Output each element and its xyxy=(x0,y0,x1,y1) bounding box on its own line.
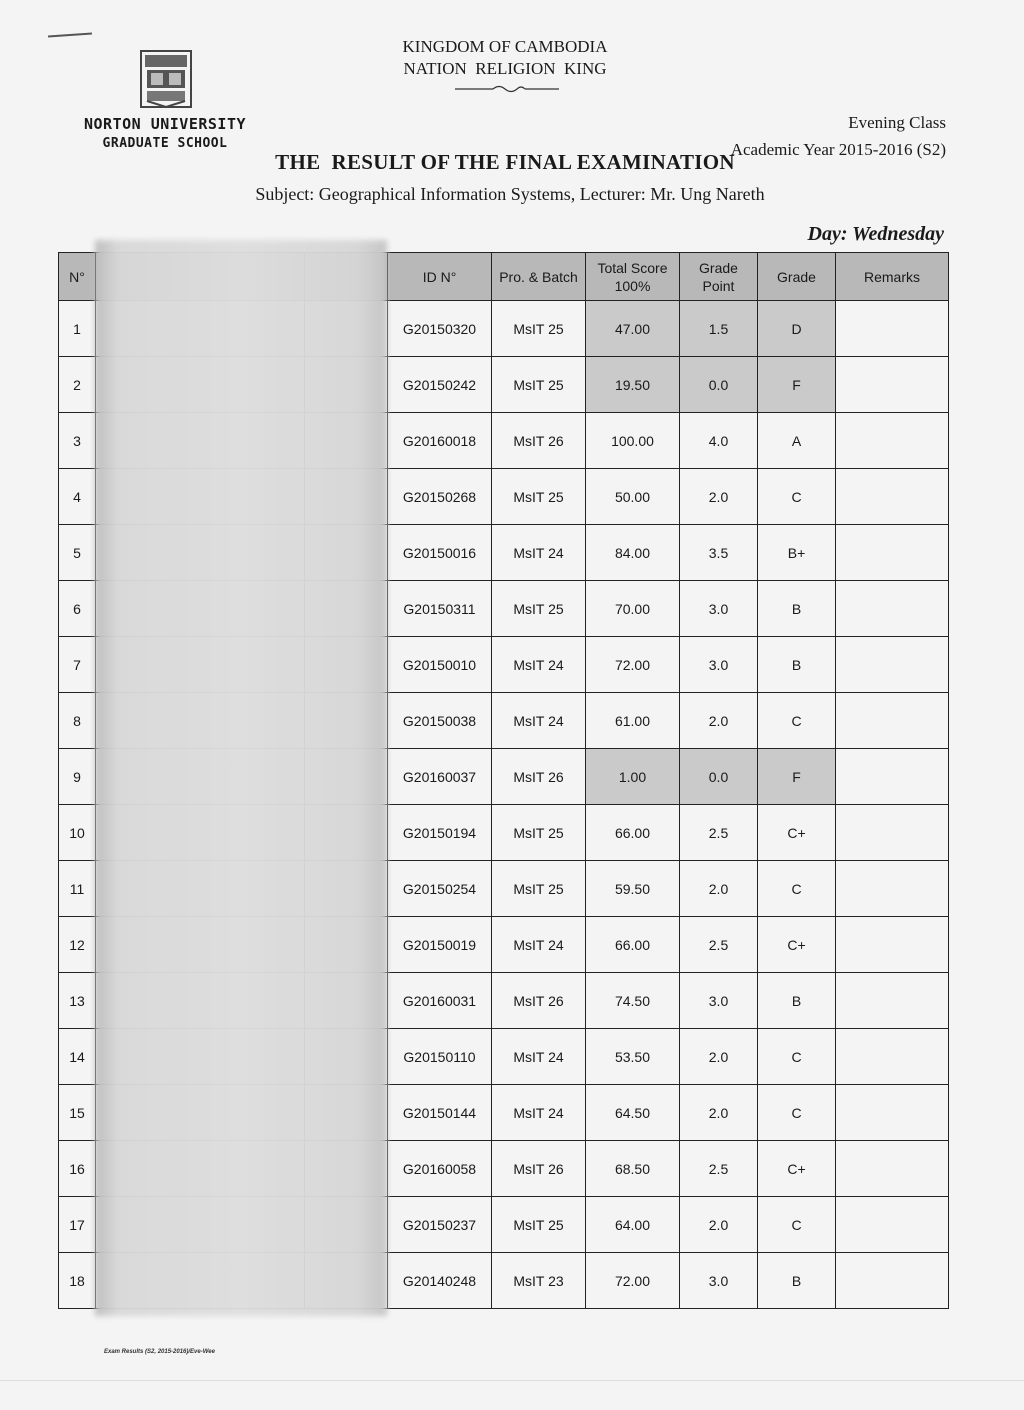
row-no: 18 xyxy=(59,1253,96,1309)
remarks-cell xyxy=(836,861,949,917)
grade-point-cell: 2.0 xyxy=(680,693,758,749)
remarks-cell xyxy=(836,749,949,805)
batch-cell: MsIT 25 xyxy=(492,301,586,357)
score-cell: 47.00 xyxy=(586,301,680,357)
remarks-cell xyxy=(836,581,949,637)
academic-year: Academic Year 2015-2016 (S2) xyxy=(730,140,946,159)
grade-cell: C+ xyxy=(758,1141,836,1197)
pen-mark xyxy=(48,32,92,37)
page-edge xyxy=(0,1380,1024,1381)
student-id: G20150038 xyxy=(388,693,492,749)
header-point-line1: Grade xyxy=(699,259,738,276)
grade-cell: C xyxy=(758,861,836,917)
row-no: 9 xyxy=(59,749,96,805)
grade-cell: F xyxy=(758,749,836,805)
grade-point-cell: 0.0 xyxy=(680,749,758,805)
page-title: THE RESULT OF THE FINAL EXAMINATION xyxy=(275,150,735,174)
grade-cell: B+ xyxy=(758,525,836,581)
score-cell: 64.00 xyxy=(586,1197,680,1253)
footer-note: Exam Results (S2, 2015-2016)/Eve-Wee xyxy=(104,1349,215,1355)
batch-cell: MsIT 25 xyxy=(492,469,586,525)
student-id: G20150311 xyxy=(388,581,492,637)
grade-point-cell: 4.0 xyxy=(680,413,758,469)
school-name: GRADUATE SCHOOL xyxy=(102,136,228,151)
student-id: G20160031 xyxy=(388,973,492,1029)
grade-point-cell: 2.0 xyxy=(680,1085,758,1141)
batch-cell: MsIT 25 xyxy=(492,1197,586,1253)
batch-cell: MsIT 24 xyxy=(492,637,586,693)
score-cell: 64.50 xyxy=(586,1085,680,1141)
batch-cell: MsIT 24 xyxy=(492,525,586,581)
header-score-line2: 100% xyxy=(614,277,651,294)
remarks-cell xyxy=(836,1253,949,1309)
remarks-cell xyxy=(836,805,949,861)
exam-day: Day: Wednesday xyxy=(807,223,944,245)
remarks-cell xyxy=(836,973,949,1029)
grade-point-cell: 2.5 xyxy=(680,1141,758,1197)
score-cell: 50.00 xyxy=(586,469,680,525)
batch-cell: MsIT 25 xyxy=(492,357,586,413)
grade-cell: B xyxy=(758,637,836,693)
grade-cell: B xyxy=(758,973,836,1029)
grade-point-cell: 2.5 xyxy=(680,917,758,973)
student-id: G20150110 xyxy=(388,1029,492,1085)
student-id: G20150144 xyxy=(388,1085,492,1141)
remarks-cell xyxy=(836,1141,949,1197)
national-motto: NATION RELIGION KING xyxy=(403,59,607,78)
kingdom-title: KINGDOM OF CAMBODIA xyxy=(402,37,608,56)
batch-cell: MsIT 24 xyxy=(492,693,586,749)
subject-line: Subject: Geographical Information Systems, Lecturer: Mr. Ung Nareth xyxy=(255,184,765,204)
student-id: G20150010 xyxy=(388,637,492,693)
grade-cell: A xyxy=(758,413,836,469)
row-no: 8 xyxy=(59,693,96,749)
grade-cell: B xyxy=(758,1253,836,1309)
remarks-cell xyxy=(836,693,949,749)
student-id: G20150237 xyxy=(388,1197,492,1253)
grade-point-cell: 1.5 xyxy=(680,301,758,357)
score-cell: 100.00 xyxy=(586,413,680,469)
score-cell: 84.00 xyxy=(586,525,680,581)
batch-cell: MsIT 26 xyxy=(492,413,586,469)
remarks-cell xyxy=(836,413,949,469)
remarks-cell xyxy=(836,469,949,525)
batch-cell: MsIT 25 xyxy=(492,805,586,861)
grade-point-cell: 3.0 xyxy=(680,581,758,637)
grade-cell: B xyxy=(758,581,836,637)
grade-cell: C xyxy=(758,1197,836,1253)
row-no: 2 xyxy=(59,357,96,413)
header-point-line2: Point xyxy=(702,277,735,294)
university-crest-icon xyxy=(139,49,193,109)
batch-cell: MsIT 25 xyxy=(492,581,586,637)
row-no: 13 xyxy=(59,973,96,1029)
student-id: G20150254 xyxy=(388,861,492,917)
batch-cell: MsIT 23 xyxy=(492,1253,586,1309)
score-cell: 70.00 xyxy=(586,581,680,637)
score-cell: 74.50 xyxy=(586,973,680,1029)
header-total-score xyxy=(586,253,680,301)
score-cell: 72.00 xyxy=(586,637,680,693)
student-id: G20150268 xyxy=(388,469,492,525)
row-no: 5 xyxy=(59,525,96,581)
row-no: 1 xyxy=(59,301,96,357)
class-type: Evening Class xyxy=(848,113,946,132)
student-id: G20160058 xyxy=(388,1141,492,1197)
grade-cell: C xyxy=(758,469,836,525)
grade-cell: C+ xyxy=(758,917,836,973)
header-batch: Pro. & Batch xyxy=(492,253,586,301)
header-remarks: Remarks xyxy=(836,253,949,301)
remarks-cell xyxy=(836,357,949,413)
grade-point-cell: 3.0 xyxy=(680,1253,758,1309)
row-no: 11 xyxy=(59,861,96,917)
remarks-cell xyxy=(836,301,949,357)
header-no: N° xyxy=(59,253,96,301)
student-id: G20140248 xyxy=(388,1253,492,1309)
score-cell: 72.00 xyxy=(586,1253,680,1309)
header-grade-point xyxy=(680,253,758,301)
student-id: G20150016 xyxy=(388,525,492,581)
grade-point-cell: 2.5 xyxy=(680,805,758,861)
grade-cell: C xyxy=(758,1029,836,1085)
student-id: G20160018 xyxy=(388,413,492,469)
row-no: 16 xyxy=(59,1141,96,1197)
kingdom-heading xyxy=(360,36,650,80)
batch-cell: MsIT 24 xyxy=(492,917,586,973)
ornament-divider-icon xyxy=(455,84,559,94)
score-cell: 1.00 xyxy=(586,749,680,805)
row-no: 12 xyxy=(59,917,96,973)
remarks-cell xyxy=(836,525,949,581)
grade-cell: D xyxy=(758,301,836,357)
batch-cell: MsIT 25 xyxy=(492,861,586,917)
batch-cell: MsIT 26 xyxy=(492,749,586,805)
row-no: 17 xyxy=(59,1197,96,1253)
grade-cell: F xyxy=(758,357,836,413)
remarks-cell xyxy=(836,917,949,973)
header-id: ID N° xyxy=(388,253,492,301)
row-no: 7 xyxy=(59,637,96,693)
grade-point-cell: 3.5 xyxy=(680,525,758,581)
row-no: 14 xyxy=(59,1029,96,1085)
score-cell: 68.50 xyxy=(586,1141,680,1197)
university-name: NORTON UNIVERSITY xyxy=(83,115,247,133)
grade-point-cell: 3.0 xyxy=(680,973,758,1029)
row-no: 3 xyxy=(59,413,96,469)
score-cell: 66.00 xyxy=(586,805,680,861)
grade-point-cell: 0.0 xyxy=(680,357,758,413)
remarks-cell xyxy=(836,1197,949,1253)
student-id: G20160037 xyxy=(388,749,492,805)
remarks-cell xyxy=(836,637,949,693)
row-no: 10 xyxy=(59,805,96,861)
student-id: G20150242 xyxy=(388,357,492,413)
score-cell: 61.00 xyxy=(586,693,680,749)
grade-point-cell: 2.0 xyxy=(680,1029,758,1085)
student-id: G20150194 xyxy=(388,805,492,861)
grade-point-cell: 2.0 xyxy=(680,861,758,917)
student-id: G20150320 xyxy=(388,301,492,357)
grade-cell: C xyxy=(758,1085,836,1141)
grade-point-cell: 3.0 xyxy=(680,637,758,693)
grade-cell: C xyxy=(758,693,836,749)
remarks-cell xyxy=(836,1085,949,1141)
redacted-names-area xyxy=(95,240,387,1316)
grade-point-cell: 2.0 xyxy=(680,1197,758,1253)
batch-cell: MsIT 24 xyxy=(492,1085,586,1141)
remarks-cell xyxy=(836,1029,949,1085)
batch-cell: MsIT 26 xyxy=(492,973,586,1029)
row-no: 6 xyxy=(59,581,96,637)
score-cell: 53.50 xyxy=(586,1029,680,1085)
batch-cell: MsIT 24 xyxy=(492,1029,586,1085)
batch-cell: MsIT 26 xyxy=(492,1141,586,1197)
header-grade: Grade xyxy=(758,253,836,301)
grade-point-cell: 2.0 xyxy=(680,469,758,525)
score-cell: 59.50 xyxy=(586,861,680,917)
header-score-line1: Total Score xyxy=(597,259,668,276)
grade-cell: C+ xyxy=(758,805,836,861)
student-id: G20150019 xyxy=(388,917,492,973)
row-no: 15 xyxy=(59,1085,96,1141)
score-cell: 66.00 xyxy=(586,917,680,973)
row-no: 4 xyxy=(59,469,96,525)
score-cell: 19.50 xyxy=(586,357,680,413)
